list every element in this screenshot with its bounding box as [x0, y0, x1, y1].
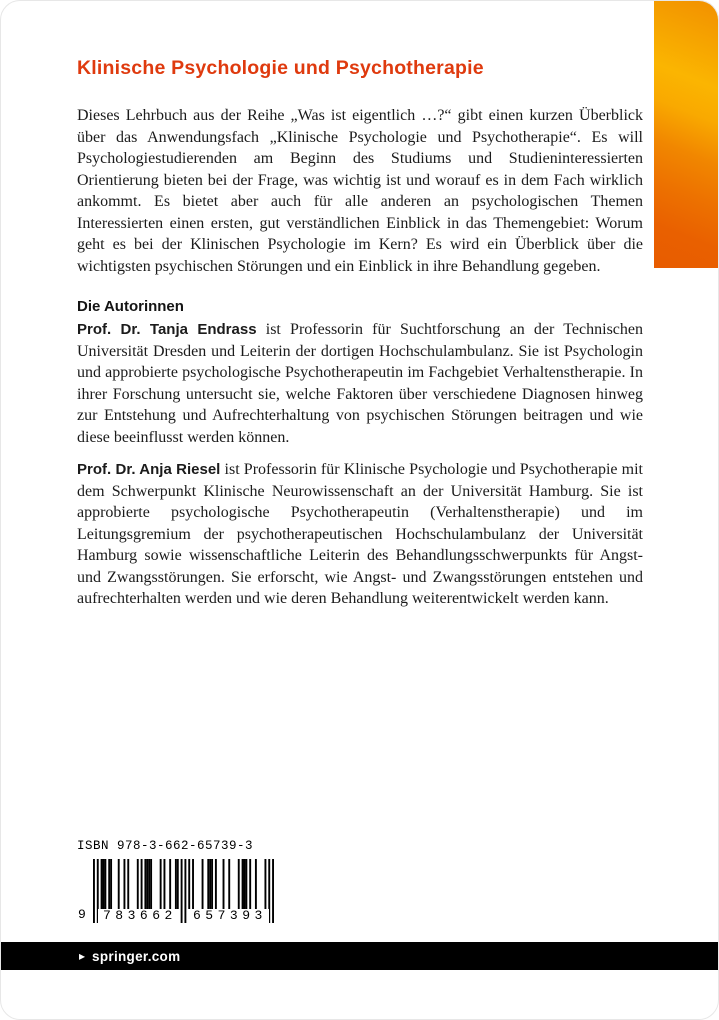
author-bio: ist Professorin für Klinische Psychologie und Psychotherapie mit dem Schwerpunkt Klinische Neurowissenschaft an der Universität Hamburg. Sie ist approbierte psychologische Psychotherapeutin (Verhaltenstherapie) und im Leitungsgremium der psychotherapeutischen Hochschulambulanz der Universität Hamburg sowie wissenschaftliche Leiterin des Behandlungsschwerpunkts für Angst- und Zwangsstörungen. Sie erforscht, wie Angst- und Zwangsstörungen entstehen und aufrechterhalten werden und wie deren Behandlung weiterentwickelt werden kann.	[77, 461, 643, 607]
barcode-digit-first: 9	[78, 907, 86, 922]
barcode	[78, 859, 274, 923]
author-paragraph	[77, 319, 643, 448]
book-title: Klinische Psychologie und Psychotherapie	[77, 57, 484, 79]
author-name: Prof. Dr. Tanja Endrass	[77, 321, 257, 338]
author-bio: ist Professorin für Suchtforschung an der Technischen Universität Dresden und Leiterin der dortigen Hochschulambulanz. Sie ist Psychologin und approbierte psychologische Psychotherapeutin im Fachgebiet Verhaltenstherapie. In ihrer Forschung untersucht sie, welche Faktoren über verschiedene Diagnosen hinweg zur Entstehung und Aufrechterhaltung von psychischen Störungen beitragen und wie diese beeinflusst werden können.	[77, 321, 643, 446]
isbn-label: ISBN 978-3-662-65739-3	[77, 839, 254, 853]
barcode-digits-right: 657393	[188, 909, 269, 923]
author-name: Prof. Dr. Anja Riesel	[77, 461, 221, 478]
barcode-digits-left: 783662	[98, 909, 179, 923]
springer-brand: springer.com	[92, 948, 181, 964]
author-paragraph	[77, 459, 643, 610]
accent-stripe	[654, 1, 718, 268]
authors-heading: Die Autorinnen	[77, 298, 184, 315]
isbn-box	[77, 839, 274, 923]
footer-bar	[1, 942, 718, 970]
springer-arrow-icon: ▸	[79, 949, 86, 963]
book-description: Dieses Lehrbuch aus der Reihe „Was ist eigentlich …?“ gibt einen kurzen Überblick über das Anwendungsfach „Klinische Psychologie und Psychotherapie“. Es will Psychologiestudierenden am Beginn des Studiums und Studieninteressierten Orientierung bieten bei der Frage, was wichtig ist und worauf es in dem Fach wirklich ankommt. Es bietet aber auch für alle anderen an psychologischen Themen Interessierten einen ersten, gut verständlichen Einblick in das Themengebiet: Worum geht es bei der Klinischen Psychologie im Kern? Es wird ein Überblick über die wichtigsten psychischen Störungen und ein Einblick in ihre Behandlung gegeben.	[77, 107, 643, 275]
back-cover-text	[77, 1, 643, 621]
